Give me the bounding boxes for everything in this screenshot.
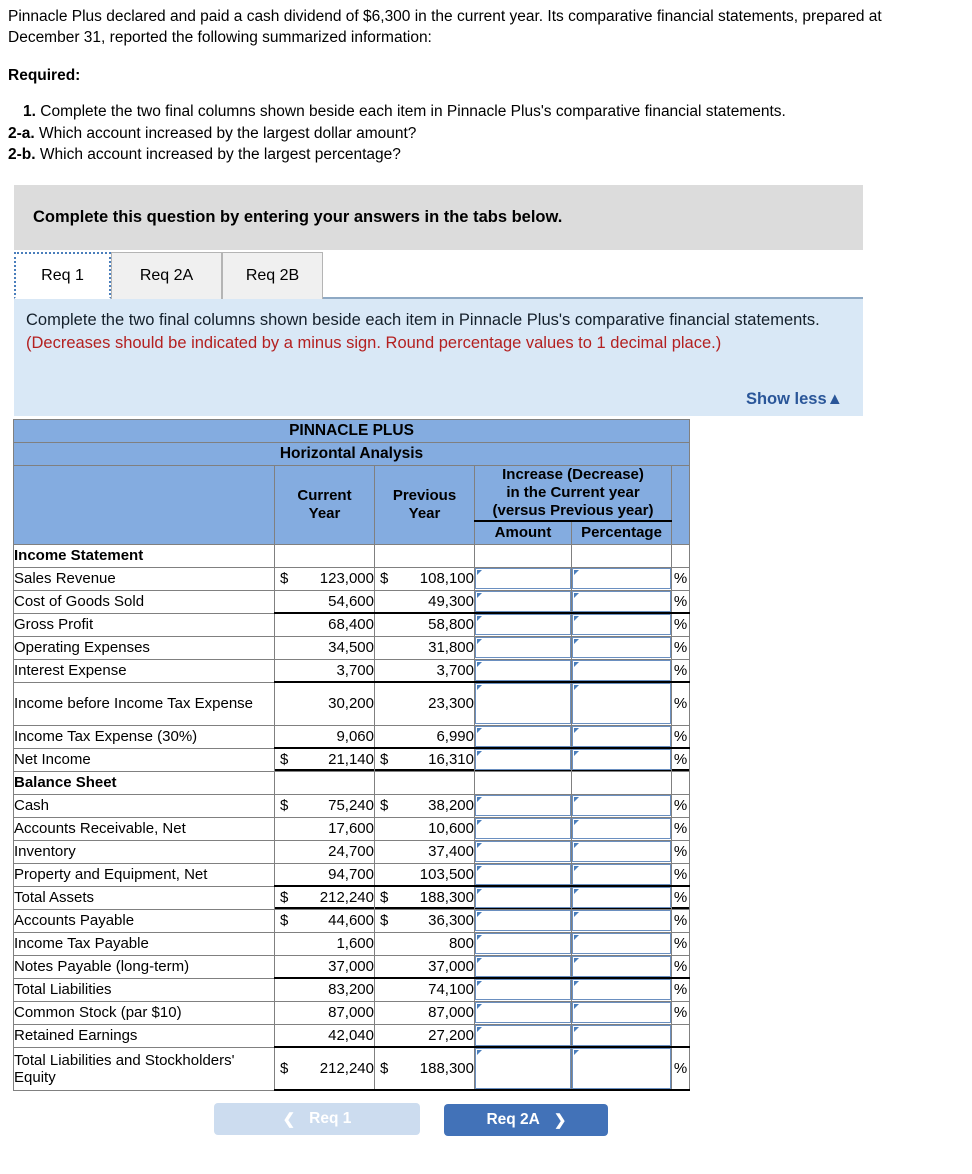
worksheet-data-row: [14, 817, 690, 840]
requirement-2b: [8, 144, 938, 166]
worksheet-data-row: [14, 955, 690, 978]
percent-sign: %: [672, 863, 690, 886]
input-cell-amount[interactable]: [475, 1047, 572, 1090]
currency-symbol: $: [380, 797, 389, 814]
percent-sign: %: [672, 932, 690, 955]
percent-sign: [672, 771, 690, 794]
cell-current-year: [275, 544, 375, 567]
percentage-input[interactable]: [572, 864, 671, 885]
tab-req-2b[interactable]: [222, 252, 323, 299]
currency-symbol: $: [280, 889, 289, 907]
amount-input[interactable]: [475, 979, 571, 1000]
requirement-2b-number: 2-b.: [8, 146, 36, 163]
currency-symbol: $: [280, 751, 289, 769]
row-label: Retained Earnings: [14, 1024, 275, 1047]
amount-input[interactable]: [475, 818, 571, 839]
input-cell-percentage[interactable]: [572, 1047, 672, 1090]
amount-input[interactable]: [475, 864, 571, 885]
triangle-up-icon: ▲: [826, 390, 843, 408]
percentage-input[interactable]: [572, 683, 671, 724]
input-cell-percentage[interactable]: [572, 748, 672, 771]
input-cell-percentage[interactable]: [572, 567, 672, 590]
cell-previous-year: $ 108,100: [375, 567, 475, 590]
row-label: Income Tax Expense (30%): [14, 725, 275, 748]
show-less-link[interactable]: [746, 390, 843, 409]
amount-input[interactable]: [475, 910, 571, 931]
currency-symbol: $: [280, 1060, 289, 1077]
row-label: Operating Expenses: [14, 636, 275, 659]
cell-previous-year: 10,600: [375, 817, 475, 840]
row-label: Income Statement: [14, 544, 275, 567]
percentage-input[interactable]: [572, 933, 671, 954]
amount-input[interactable]: [475, 726, 571, 747]
cell-previous-year: 31,800: [375, 636, 475, 659]
currency-symbol: $: [280, 570, 289, 587]
worksheet-data-row: [14, 978, 690, 1001]
amount-input[interactable]: [475, 591, 571, 612]
cell-current-year: $ 75,240: [275, 794, 375, 817]
amount-input[interactable]: [475, 568, 571, 589]
percent-sign: %: [672, 817, 690, 840]
cell-percentage-empty: [572, 544, 672, 567]
cell-current-year: $ 44,600: [275, 909, 375, 932]
input-cell-percentage[interactable]: [572, 909, 672, 932]
percentage-input[interactable]: [572, 979, 671, 1000]
column-header-increase-group: Increase (Decrease) in the Current year (versus Previous year): [475, 466, 672, 522]
input-cell-amount[interactable]: [475, 567, 572, 590]
row-label: Total Assets: [14, 886, 275, 909]
input-cell-amount[interactable]: [475, 725, 572, 748]
required-label: Required:: [8, 67, 81, 84]
cell-current-year: 37,000: [275, 955, 375, 978]
input-cell-amount[interactable]: [475, 817, 572, 840]
worksheet-table: [13, 419, 690, 1091]
amount-input[interactable]: [475, 1002, 571, 1023]
instruction-banner-text: Complete this question by entering your answers in the tabs below.: [33, 208, 563, 226]
amount-input[interactable]: [475, 933, 571, 954]
requirement-2a: [8, 123, 938, 145]
input-cell-percentage[interactable]: [572, 659, 672, 682]
amount-input[interactable]: [475, 956, 571, 977]
input-cell-percentage[interactable]: [572, 932, 672, 955]
cell-previous-year: [375, 544, 475, 567]
cell-current-year: 42,040: [275, 1024, 375, 1047]
row-label: Income before Income Tax Expense: [14, 682, 275, 725]
cell-previous-year: 3,700: [375, 659, 475, 682]
percent-sign: %: [672, 840, 690, 863]
input-cell-percentage[interactable]: [572, 794, 672, 817]
tab-instruction-panel: [14, 299, 863, 416]
worksheet-data-row: [14, 659, 690, 682]
row-label: Property and Equipment, Net: [14, 863, 275, 886]
input-cell-percentage[interactable]: [572, 1024, 672, 1047]
requirements-list: [8, 101, 938, 166]
percentage-input[interactable]: [572, 637, 671, 658]
row-label: Income Tax Payable: [14, 932, 275, 955]
column-header-spacer: [672, 466, 690, 545]
worksheet-data-row: [14, 613, 690, 636]
cell-current-year: $ 212,240: [275, 886, 375, 909]
input-cell-percentage[interactable]: [572, 955, 672, 978]
cell-current-year: 1,600: [275, 932, 375, 955]
amount-input[interactable]: [475, 887, 571, 908]
cell-previous-year: [375, 771, 475, 794]
percent-sign: %: [672, 909, 690, 932]
input-cell-amount[interactable]: [475, 955, 572, 978]
row-label: Cash: [14, 794, 275, 817]
percentage-input[interactable]: [572, 1025, 671, 1046]
input-cell-amount[interactable]: [475, 932, 572, 955]
amount-input[interactable]: [475, 614, 571, 635]
row-label: Total Liabilities and Stockholders' Equity: [14, 1047, 275, 1090]
row-label: Gross Profit: [14, 613, 275, 636]
worksheet-title: PINNACLE PLUS: [14, 420, 690, 443]
cell-current-year: 17,600: [275, 817, 375, 840]
pager-controls: [214, 1103, 608, 1136]
worksheet-data-row: [14, 748, 690, 771]
percent-sign: %: [672, 636, 690, 659]
prev-req-label: Req 1: [309, 1110, 352, 1127]
input-cell-amount[interactable]: [475, 659, 572, 682]
percent-sign: %: [672, 613, 690, 636]
cell-current-year: 83,200: [275, 978, 375, 1001]
worksheet-data-row: [14, 863, 690, 886]
cell-current-year: 3,700: [275, 659, 375, 682]
intro-paragraph: Pinnacle Plus declared and paid a cash dividend of $6,300 in the current year. Its comparative financial statements, prepared at December 31, reported the following summarized information:: [8, 8, 882, 46]
tab-instruction-black: Complete the two final columns shown beside each item in Pinnacle Plus's comparative financial statements.: [26, 311, 820, 329]
tab-bar: [14, 252, 863, 299]
cell-current-year: 54,600: [275, 590, 375, 613]
row-label: Notes Payable (long-term): [14, 955, 275, 978]
input-cell-percentage[interactable]: [572, 1001, 672, 1024]
input-cell-percentage[interactable]: [572, 886, 672, 909]
cell-previous-year: $ 38,200: [375, 794, 475, 817]
worksheet-data-row: [14, 725, 690, 748]
row-label: Inventory: [14, 840, 275, 863]
cell-previous-year: 6,990: [375, 725, 475, 748]
percentage-input[interactable]: [572, 887, 671, 908]
tab-req-2a[interactable]: [111, 252, 222, 299]
column-header-previous-year: Previous Year: [375, 466, 475, 545]
amount-input[interactable]: [475, 637, 571, 658]
input-cell-percentage[interactable]: [572, 613, 672, 636]
percent-sign: %: [672, 567, 690, 590]
amount-input[interactable]: [475, 841, 571, 862]
worksheet-data-row: [14, 567, 690, 590]
percentage-input[interactable]: [572, 1048, 671, 1089]
cell-current-year: [275, 771, 375, 794]
input-cell-amount[interactable]: [475, 863, 572, 886]
worksheet-data-row: [14, 1047, 690, 1090]
cell-previous-year: 27,200: [375, 1024, 475, 1047]
cell-previous-year: 37,400: [375, 840, 475, 863]
requirement-1: [8, 101, 938, 123]
question-intro: [8, 6, 938, 166]
cell-previous-year: 74,100: [375, 978, 475, 1001]
cell-current-year: 94,700: [275, 863, 375, 886]
input-cell-percentage[interactable]: [572, 863, 672, 886]
percent-sign: %: [672, 748, 690, 771]
requirement-2a-text: Which account increased by the largest dollar amount?: [39, 124, 417, 142]
input-cell-amount[interactable]: [475, 1024, 572, 1047]
requirement-1-text: Complete the two final columns shown beside each item in Pinnacle Plus's comparative financial statements.: [40, 103, 786, 120]
worksheet-data-row: [14, 909, 690, 932]
tab-req-1[interactable]: [14, 252, 111, 299]
percentage-input[interactable]: [572, 749, 671, 770]
input-cell-amount[interactable]: [475, 1001, 572, 1024]
percentage-input[interactable]: [572, 660, 671, 681]
amount-input[interactable]: [475, 1048, 571, 1089]
requirement-1-number: 1.: [23, 103, 36, 120]
percent-sign: %: [672, 1047, 690, 1090]
input-cell-percentage[interactable]: [572, 682, 672, 725]
percent-sign: [672, 1024, 690, 1047]
column-header-percentage: Percentage: [572, 521, 672, 544]
input-cell-percentage[interactable]: [572, 725, 672, 748]
input-cell-percentage[interactable]: [572, 978, 672, 1001]
percentage-input[interactable]: [572, 818, 671, 839]
percentage-input[interactable]: [572, 614, 671, 635]
tab-instruction-red: (Decreases should be indicated by a minus sign. Round percentage values to 1 decimal place.): [26, 334, 722, 352]
row-label: Total Liabilities: [14, 978, 275, 1001]
input-cell-percentage[interactable]: [572, 636, 672, 659]
currency-symbol: $: [380, 1060, 389, 1077]
cell-previous-year: 800: [375, 932, 475, 955]
requirement-2b-text: Which account increased by the largest percentage?: [39, 146, 401, 163]
cell-current-year: $ 21,140: [275, 748, 375, 771]
worksheet-data-row: [14, 1024, 690, 1047]
cell-current-year: 87,000: [275, 1001, 375, 1024]
row-label: Net Income: [14, 748, 275, 771]
currency-symbol: $: [380, 751, 389, 769]
cell-previous-year: 23,300: [375, 682, 475, 725]
percentage-input[interactable]: [572, 795, 671, 816]
percentage-input[interactable]: [572, 568, 671, 589]
cell-previous-year: $ 188,300: [375, 1047, 475, 1090]
worksheet-title-row: [14, 420, 690, 443]
input-cell-amount[interactable]: [475, 748, 572, 771]
amount-input[interactable]: [475, 683, 571, 724]
cell-current-year: 30,200: [275, 682, 375, 725]
cell-current-year: 9,060: [275, 725, 375, 748]
currency-symbol: $: [280, 797, 289, 814]
input-cell-amount[interactable]: [475, 636, 572, 659]
percentage-input[interactable]: [572, 841, 671, 862]
percent-sign: %: [672, 955, 690, 978]
input-cell-amount[interactable]: [475, 682, 572, 725]
chevron-right-icon: ❯: [553, 1112, 567, 1129]
cell-amount-empty: [475, 544, 572, 567]
percent-sign: %: [672, 1001, 690, 1024]
input-cell-amount[interactable]: [475, 613, 572, 636]
tab-req-1-label: Req 1: [41, 266, 84, 284]
row-label: Accounts Payable: [14, 909, 275, 932]
row-label: Common Stock (par $10): [14, 1001, 275, 1024]
cell-previous-year: $ 16,310: [375, 748, 475, 771]
worksheet-subtitle-row: [14, 443, 690, 466]
percent-sign: %: [672, 886, 690, 909]
tab-instruction-text: [26, 309, 843, 355]
amount-input[interactable]: [475, 749, 571, 770]
worksheet-data-row: [14, 886, 690, 909]
next-req-label: Req 2A: [486, 1111, 540, 1128]
percentage-input[interactable]: [572, 956, 671, 977]
row-label: Accounts Receivable, Net: [14, 817, 275, 840]
tab-req-2b-label: Req 2B: [245, 267, 300, 284]
chevron-left-icon: ❮: [282, 1111, 296, 1128]
amount-input[interactable]: [475, 795, 571, 816]
next-req-button[interactable]: [444, 1104, 608, 1136]
column-header-amount: Amount: [475, 521, 572, 544]
cell-current-year: 24,700: [275, 840, 375, 863]
percentage-input[interactable]: [572, 1002, 671, 1023]
cell-percentage-empty: [572, 771, 672, 794]
worksheet-data-row: [14, 932, 690, 955]
percentage-input[interactable]: [572, 910, 671, 931]
currency-symbol: $: [380, 889, 389, 907]
cell-amount-empty: [475, 771, 572, 794]
percent-sign: %: [672, 794, 690, 817]
horizontal-analysis-worksheet: [13, 419, 690, 1091]
worksheet-data-row: [14, 682, 690, 725]
row-label: Interest Expense: [14, 659, 275, 682]
input-cell-percentage[interactable]: [572, 817, 672, 840]
worksheet-data-row: [14, 794, 690, 817]
input-cell-amount[interactable]: [475, 794, 572, 817]
percentage-input[interactable]: [572, 591, 671, 612]
input-cell-amount[interactable]: [475, 909, 572, 932]
show-less-label: Show less: [745, 390, 827, 408]
column-header-blank: [14, 466, 275, 545]
cell-current-year: $ 123,000: [275, 567, 375, 590]
cell-previous-year: 49,300: [375, 590, 475, 613]
cell-previous-year: 87,000: [375, 1001, 475, 1024]
input-cell-amount[interactable]: [475, 886, 572, 909]
input-cell-amount[interactable]: [475, 590, 572, 613]
percent-sign: %: [672, 725, 690, 748]
cell-current-year: 68,400: [275, 613, 375, 636]
currency-symbol: $: [380, 570, 389, 587]
row-label: Balance Sheet: [14, 771, 275, 794]
worksheet-data-row: [14, 840, 690, 863]
prev-req-button[interactable]: [214, 1103, 420, 1135]
row-label: Cost of Goods Sold: [14, 590, 275, 613]
amount-input[interactable]: [475, 660, 571, 681]
worksheet-section-row: [14, 544, 690, 567]
percent-sign: [672, 544, 690, 567]
input-cell-percentage[interactable]: [572, 590, 672, 613]
worksheet-column-header-row: [14, 466, 690, 522]
cell-previous-year: $ 36,300: [375, 909, 475, 932]
cell-previous-year: $ 188,300: [375, 886, 475, 909]
cell-previous-year: 58,800: [375, 613, 475, 636]
tab-req-2a-label: Req 2A: [139, 267, 194, 284]
cell-current-year: 34,500: [275, 636, 375, 659]
currency-symbol: $: [280, 912, 289, 929]
worksheet-data-row: [14, 1001, 690, 1024]
amount-input[interactable]: [475, 1025, 571, 1046]
percent-sign: %: [672, 659, 690, 682]
instruction-banner: [14, 185, 863, 250]
cell-previous-year: 37,000: [375, 955, 475, 978]
requirement-2a-number: 2-a.: [8, 124, 35, 142]
input-cell-amount[interactable]: [475, 840, 572, 863]
currency-symbol: $: [380, 912, 389, 929]
worksheet-data-row: [14, 590, 690, 613]
input-cell-amount[interactable]: [475, 978, 572, 1001]
worksheet-subtitle: Horizontal Analysis: [14, 443, 690, 466]
cell-previous-year: 103,500: [375, 863, 475, 886]
input-cell-percentage[interactable]: [572, 840, 672, 863]
percentage-input[interactable]: [572, 726, 671, 747]
percent-sign: %: [672, 590, 690, 613]
cell-current-year: $ 212,240: [275, 1047, 375, 1090]
percent-sign: %: [672, 682, 690, 725]
row-label: Sales Revenue: [14, 567, 275, 590]
percent-sign: %: [672, 978, 690, 1001]
column-header-current-year: Current Year: [275, 466, 375, 545]
worksheet-section-row: [14, 771, 690, 794]
worksheet-data-row: [14, 636, 690, 659]
